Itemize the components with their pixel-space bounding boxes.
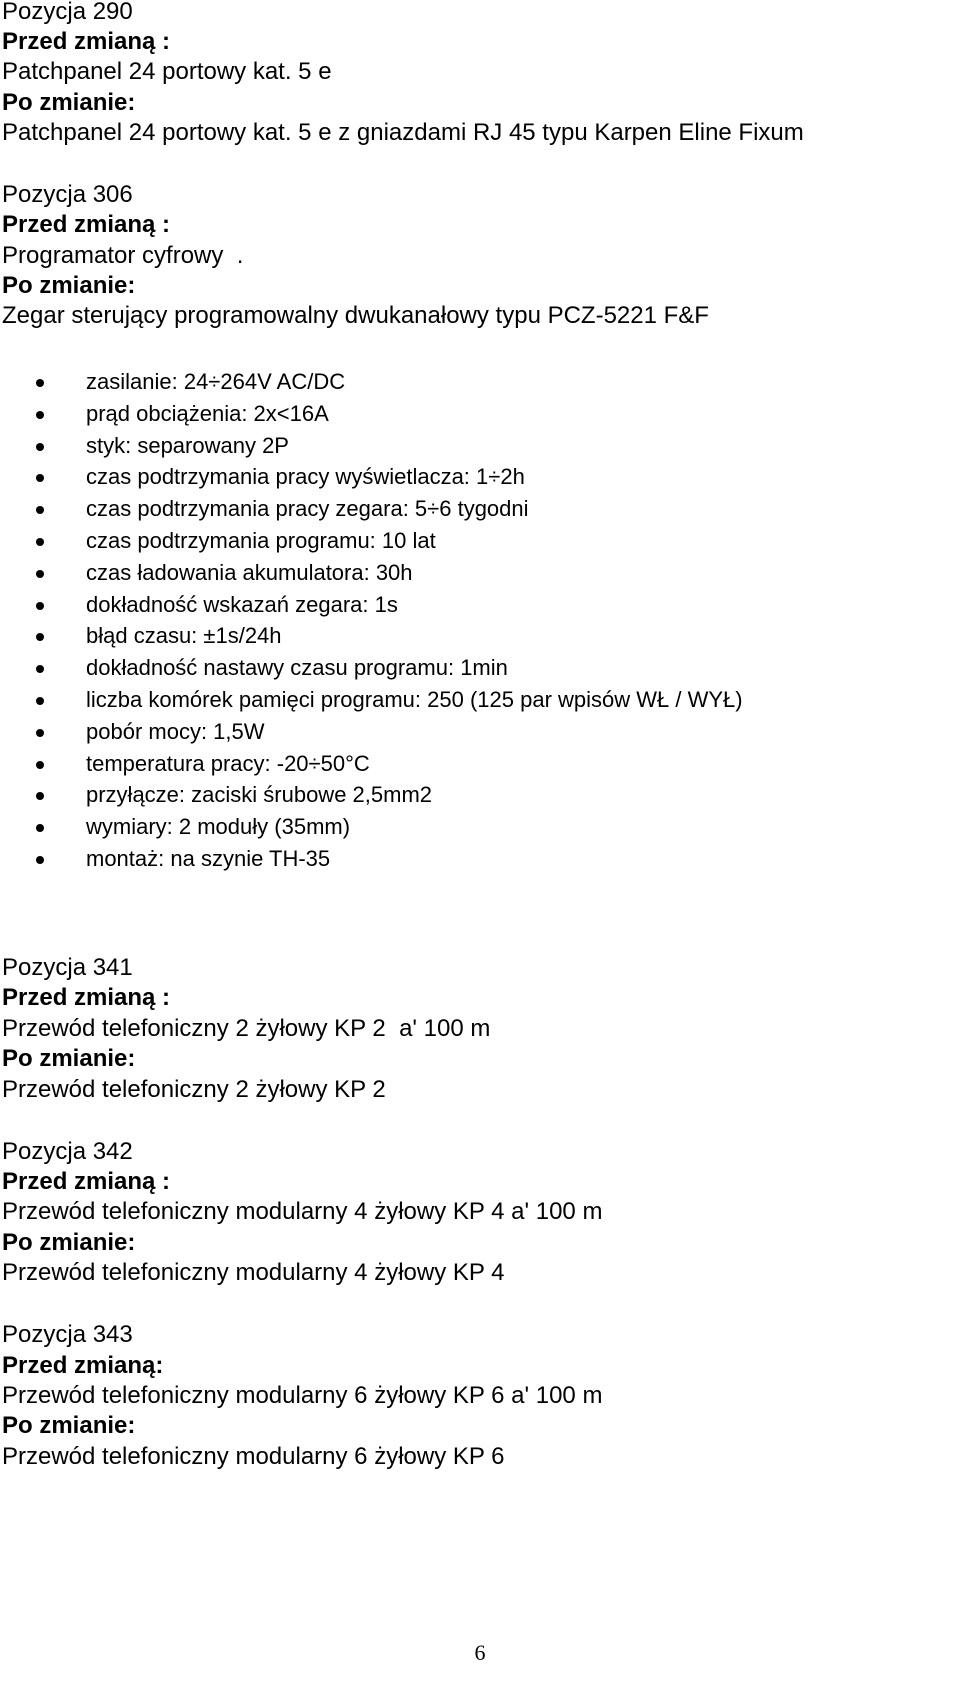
after-change-text: Zegar sterujący programowalny dwukanałowy typu PCZ-5221 F&F (2, 302, 709, 329)
bullet-icon (36, 856, 44, 864)
bullet-icon (36, 665, 44, 673)
before-change-label: Przed zmianą : (2, 984, 171, 1011)
spec-text: dokładność nastawy czasu programu: 1min (86, 655, 508, 681)
spec-item (0, 781, 743, 813)
spec-text: czas ładowania akumulatora: 30h (86, 559, 413, 585)
bullet-icon (36, 824, 44, 832)
spec-item (0, 718, 743, 750)
after-change-text: Przewód telefoniczny 2 żyłowy KP 2 (2, 1076, 386, 1103)
before-change-text: Przewód telefoniczny modularny 4 żyłowy KP 4 a' 100 m (2, 1198, 603, 1225)
bullet-icon (36, 570, 44, 578)
spec-item (0, 750, 743, 782)
spec-text: styk: separowany 2P (86, 432, 289, 458)
spec-item (0, 495, 743, 527)
section-heading: Pozycja 343 (2, 1321, 133, 1348)
spec-text: czas podtrzymania pracy wyświetlacza: 1÷2h (86, 464, 525, 490)
bullet-icon (36, 506, 44, 514)
after-change-label: Po zmianie: (2, 272, 136, 299)
spec-item (0, 432, 743, 464)
spec-item (0, 368, 743, 400)
bullet-icon (36, 697, 44, 705)
spec-item (0, 845, 743, 877)
bullet-icon (36, 474, 44, 482)
spec-item (0, 654, 743, 686)
spec-text: prąd obciążenia: 2x<16A (86, 400, 329, 426)
bullet-icon (36, 538, 44, 546)
spec-text: czas podtrzymania pracy zegara: 5÷6 tygodni (86, 496, 529, 522)
spec-text: montaż: na szynie TH-35 (86, 845, 331, 871)
after-change-label: Po zmianie: (2, 1229, 136, 1256)
before-change-text: Przewód telefoniczny 2 żyłowy KP 2 a' 100 m (2, 1015, 491, 1042)
bullet-icon (36, 443, 44, 451)
after-change-label: Po zmianie: (2, 1045, 136, 1072)
spec-text: błąd czasu: ±1s/24h (86, 623, 282, 649)
bullet-icon (36, 761, 44, 769)
spec-item (0, 622, 743, 654)
spec-text: przyłącze: zaciski śrubowe 2,5mm2 (86, 782, 433, 808)
after-change-text: Przewód telefoniczny modularny 4 żyłowy KP 4 (2, 1259, 505, 1286)
before-change-label: Przed zmianą : (2, 211, 171, 238)
spec-text: wymiary: 2 moduły (35mm) (86, 814, 351, 840)
spec-text: zasilanie: 24÷264V AC/DC (86, 369, 346, 394)
spec-text: czas podtrzymania programu: 10 lat (86, 527, 436, 553)
spec-item (0, 813, 743, 845)
bullet-icon (36, 379, 44, 387)
page-number: 6 (474, 1640, 486, 1665)
spec-text: pobór mocy: 1,5W (86, 718, 265, 744)
bullet-icon (36, 633, 44, 641)
spec-text: liczba komórek pamięci programu: 250 (125 par wpisów WŁ / WYŁ) (86, 686, 743, 712)
bullet-icon (36, 792, 44, 800)
spec-item (0, 686, 743, 718)
bullet-icon (36, 411, 44, 419)
spec-item (0, 400, 743, 432)
before-change-text: Patchpanel 24 portowy kat. 5 e (2, 58, 332, 85)
before-change-label: Przed zmianą : (2, 1168, 171, 1195)
section-heading: Pozycja 341 (2, 954, 133, 981)
after-change-text: Patchpanel 24 portowy kat. 5 e z gniazdami RJ 45 typu Karpen Eline Fixum (2, 119, 804, 146)
specification-list (0, 368, 743, 877)
before-change-text: Programator cyfrowy . (2, 242, 244, 269)
before-change-label: Przed zmianą : (2, 28, 171, 55)
spec-item (0, 591, 743, 623)
after-change-text: Przewód telefoniczny modularny 6 żyłowy KP 6 (2, 1443, 505, 1470)
spec-text: temperatura pracy: -20÷50°C (86, 750, 370, 776)
before-change-text: Przewód telefoniczny modularny 6 żyłowy KP 6 a' 100 m (2, 1382, 603, 1409)
bullet-icon (36, 602, 44, 610)
spec-item (0, 559, 743, 591)
section-heading: Pozycja 342 (2, 1138, 133, 1165)
spec-item (0, 463, 743, 495)
bullet-icon (36, 729, 44, 737)
section-heading: Pozycja 306 (2, 181, 133, 208)
after-change-label: Po zmianie: (2, 1412, 136, 1439)
after-change-label: Po zmianie: (2, 89, 136, 116)
spec-item (0, 527, 743, 559)
section-heading: Pozycja 290 (2, 0, 133, 25)
spec-text: dokładność wskazań zegara: 1s (86, 591, 398, 617)
before-change-label: Przed zmianą: (2, 1352, 164, 1379)
